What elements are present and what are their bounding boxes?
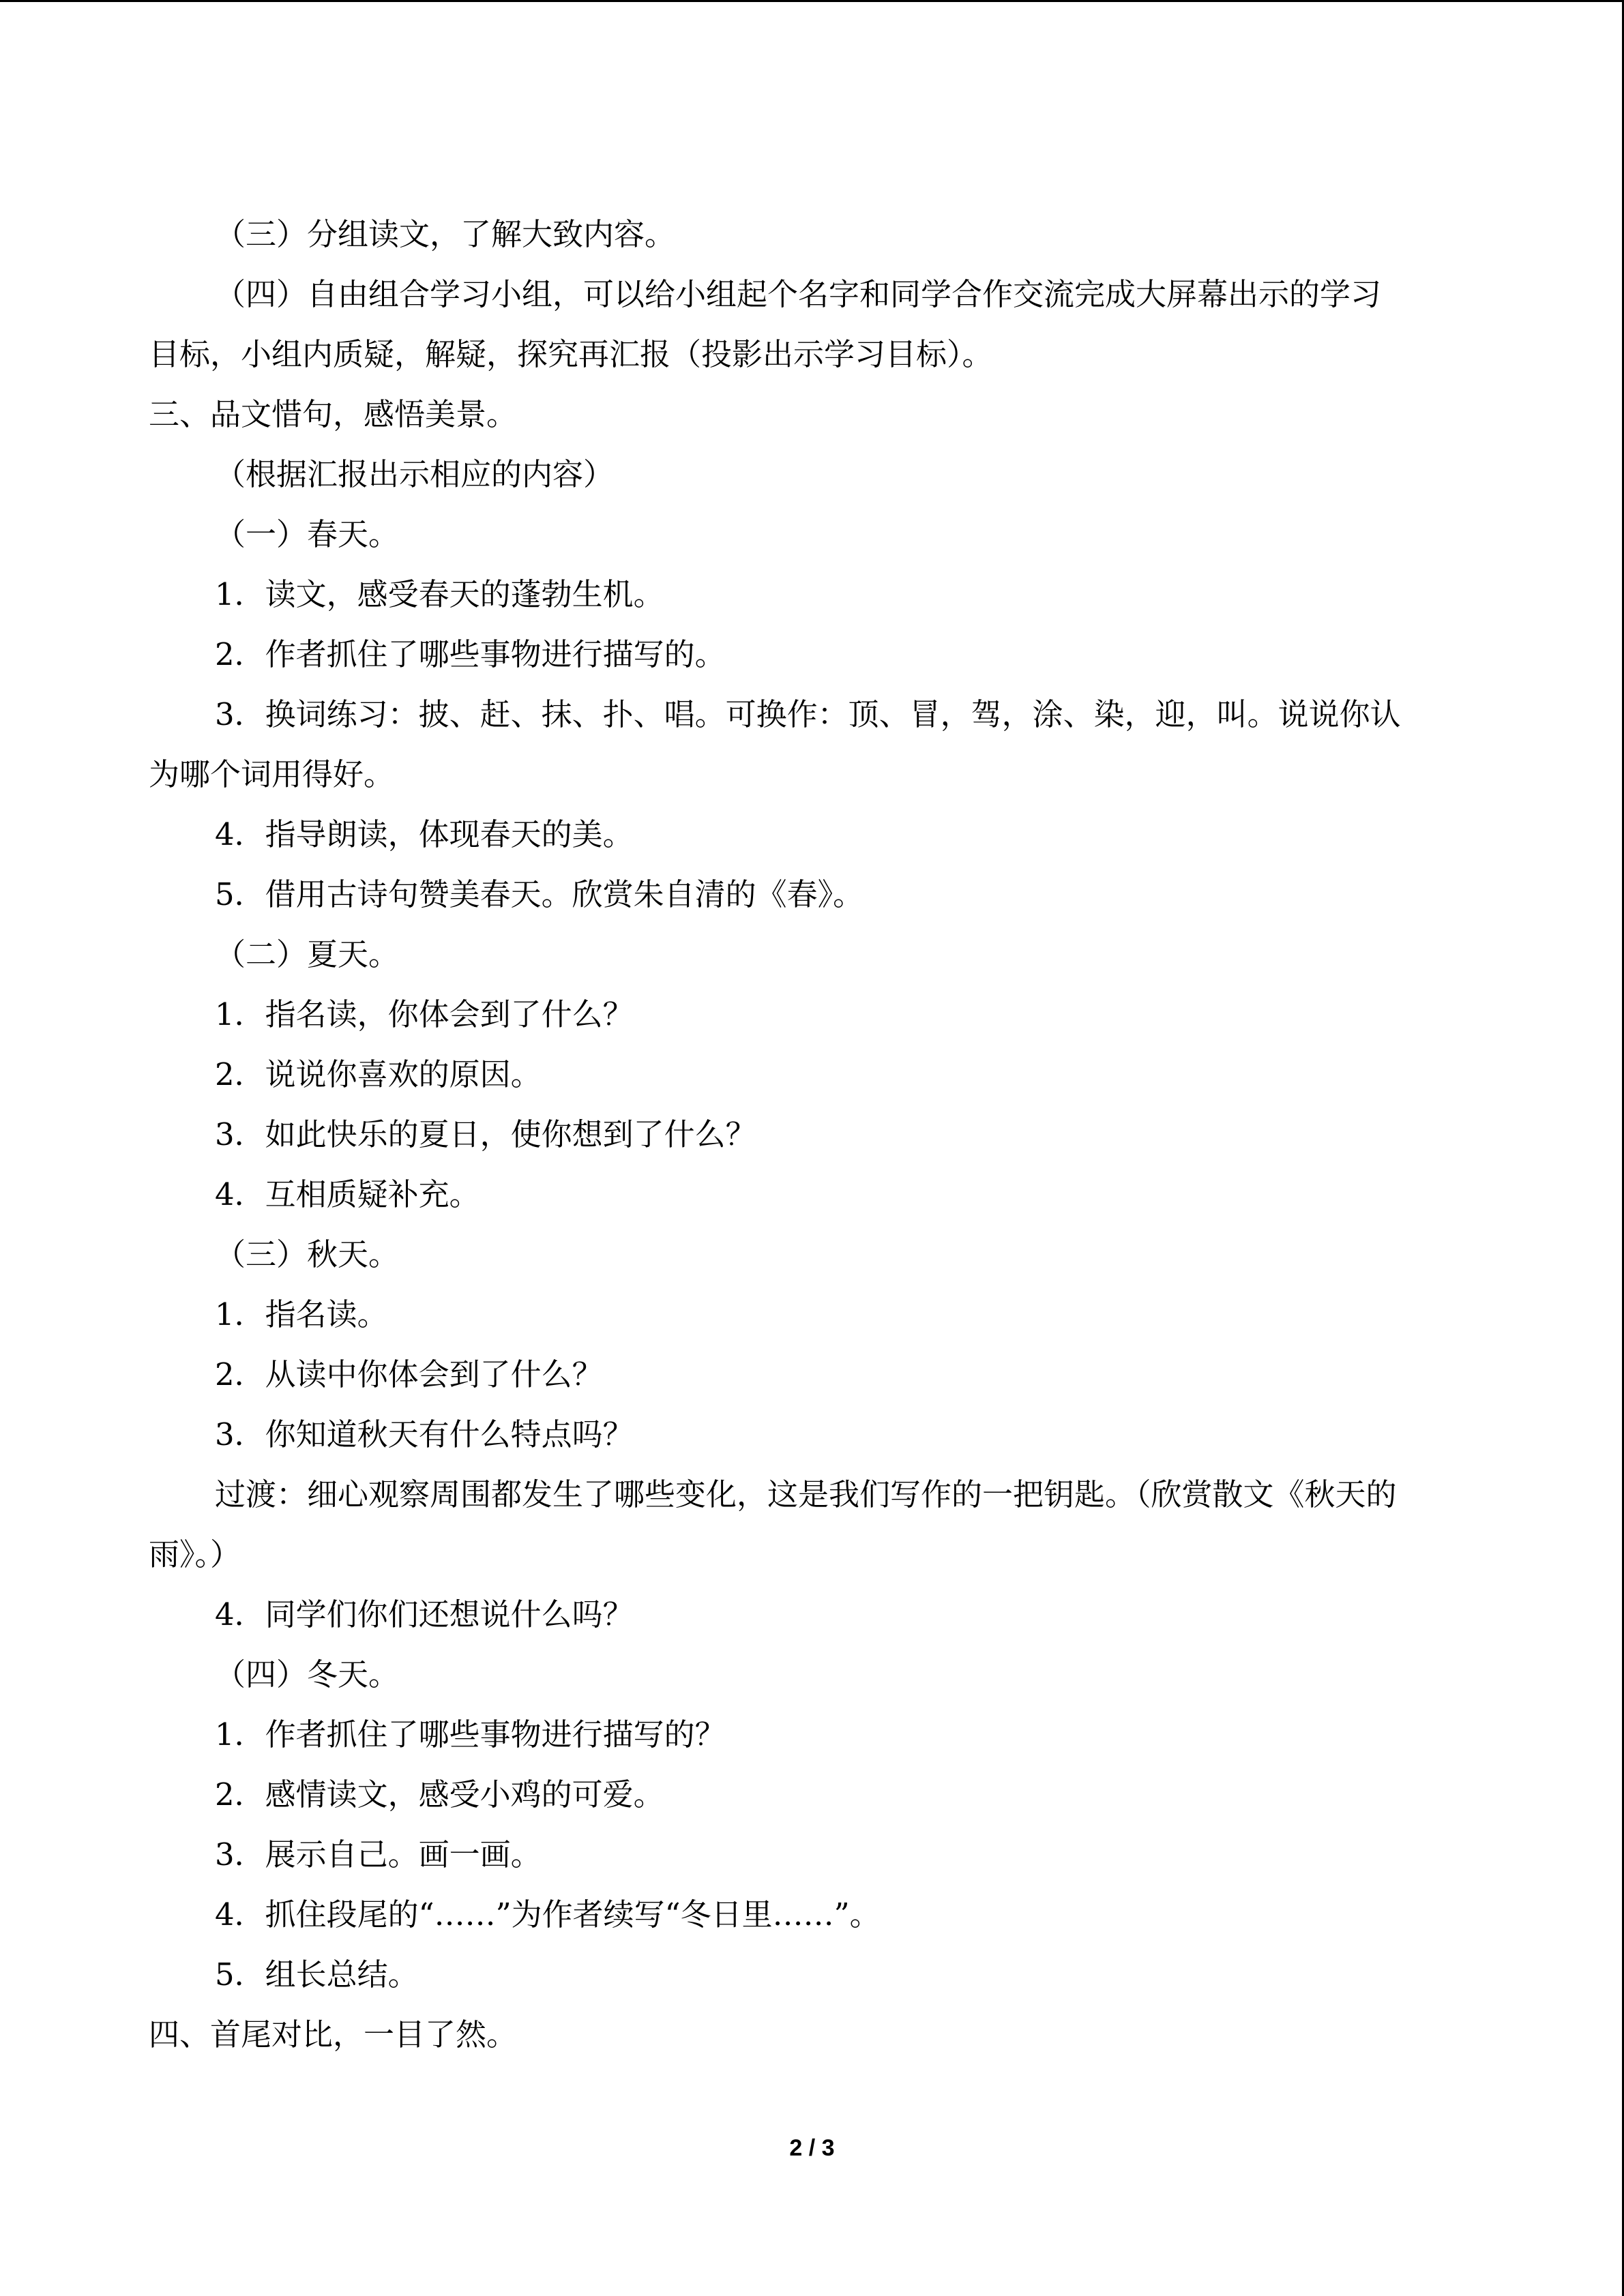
subsection-heading: （三）秋天。 xyxy=(215,1236,400,1272)
subsection-heading: （四）冬天。 xyxy=(215,1656,400,1693)
subsection-heading: （二）夏天。 xyxy=(215,936,400,972)
list-item: 4．指导朗读，体现春天的美。 xyxy=(215,816,634,852)
list-item: 5．借用古诗句赞美春天。欣赏朱自清的《春》。 xyxy=(215,876,864,912)
paragraph-line: 过渡：细心观察周围都发生了哪些变化，这是我们写作的一把钥匙。（欣赏散文《秋天的 xyxy=(215,1476,1397,1512)
paragraph-line: 目标，小组内质疑，解疑，探究再汇报（投影出示学习目标）。 xyxy=(149,336,993,372)
list-item: 3．如此快乐的夏日，使你想到了什么？ xyxy=(215,1116,756,1152)
page-number: 2 / 3 xyxy=(789,2135,835,2161)
list-item: 1．指名读。 xyxy=(215,1296,388,1332)
paragraph-line: 雨》。） xyxy=(149,1536,241,1572)
subsection-heading: （一）春天。 xyxy=(215,516,400,552)
list-item: 2．从读中你体会到了什么？ xyxy=(215,1356,603,1392)
list-item: 3．你知道秋天有什么特点吗？ xyxy=(215,1416,634,1452)
list-item-continuation: 为哪个词用得好。 xyxy=(149,756,395,792)
paragraph-line: （三）分组读文，了解大致内容。 xyxy=(215,216,676,252)
list-item: 3．换词练习：披、赶、抹、扑、唱。可换作：顶、冒，驾，涂、染，迎，叫。说说你认 xyxy=(215,696,1401,732)
list-item: 4．同学们你们还想说什么吗？ xyxy=(215,1596,634,1632)
list-item: 1．指名读，你体会到了什么？ xyxy=(215,996,634,1032)
document-body xyxy=(149,205,1475,2065)
paragraph-line: （根据汇报出示相应的内容） xyxy=(215,456,615,492)
section-heading: 三、品文惜句，感悟美景。 xyxy=(149,396,518,432)
list-item: 2．说说你喜欢的原因。 xyxy=(215,1056,542,1092)
list-item: 4．抓住段尾的“……”为作者续写“冬日里……”。 xyxy=(215,1896,881,1933)
list-item: 5．组长总结。 xyxy=(215,1956,419,1993)
list-item: 3．展示自己。画一画。 xyxy=(215,1836,542,1873)
list-item: 2．感情读文，感受小鸡的可爱。 xyxy=(215,1776,664,1813)
list-item: 1．作者抓住了哪些事物进行描写的？ xyxy=(215,1716,726,1753)
list-item: 2．作者抓住了哪些事物进行描写的。 xyxy=(215,636,726,672)
section-heading: 四、首尾对比，一目了然。 xyxy=(149,2016,518,2053)
paragraph-line: （四）自由组合学习小组，可以给小组起个名字和同学合作交流完成大屏幕出示的学习 xyxy=(215,276,1382,312)
list-item: 4．互相质疑补充。 xyxy=(215,1176,480,1212)
page-top-border xyxy=(0,0,1624,2)
list-item: 1．读文，感受春天的蓬勃生机。 xyxy=(215,576,664,612)
